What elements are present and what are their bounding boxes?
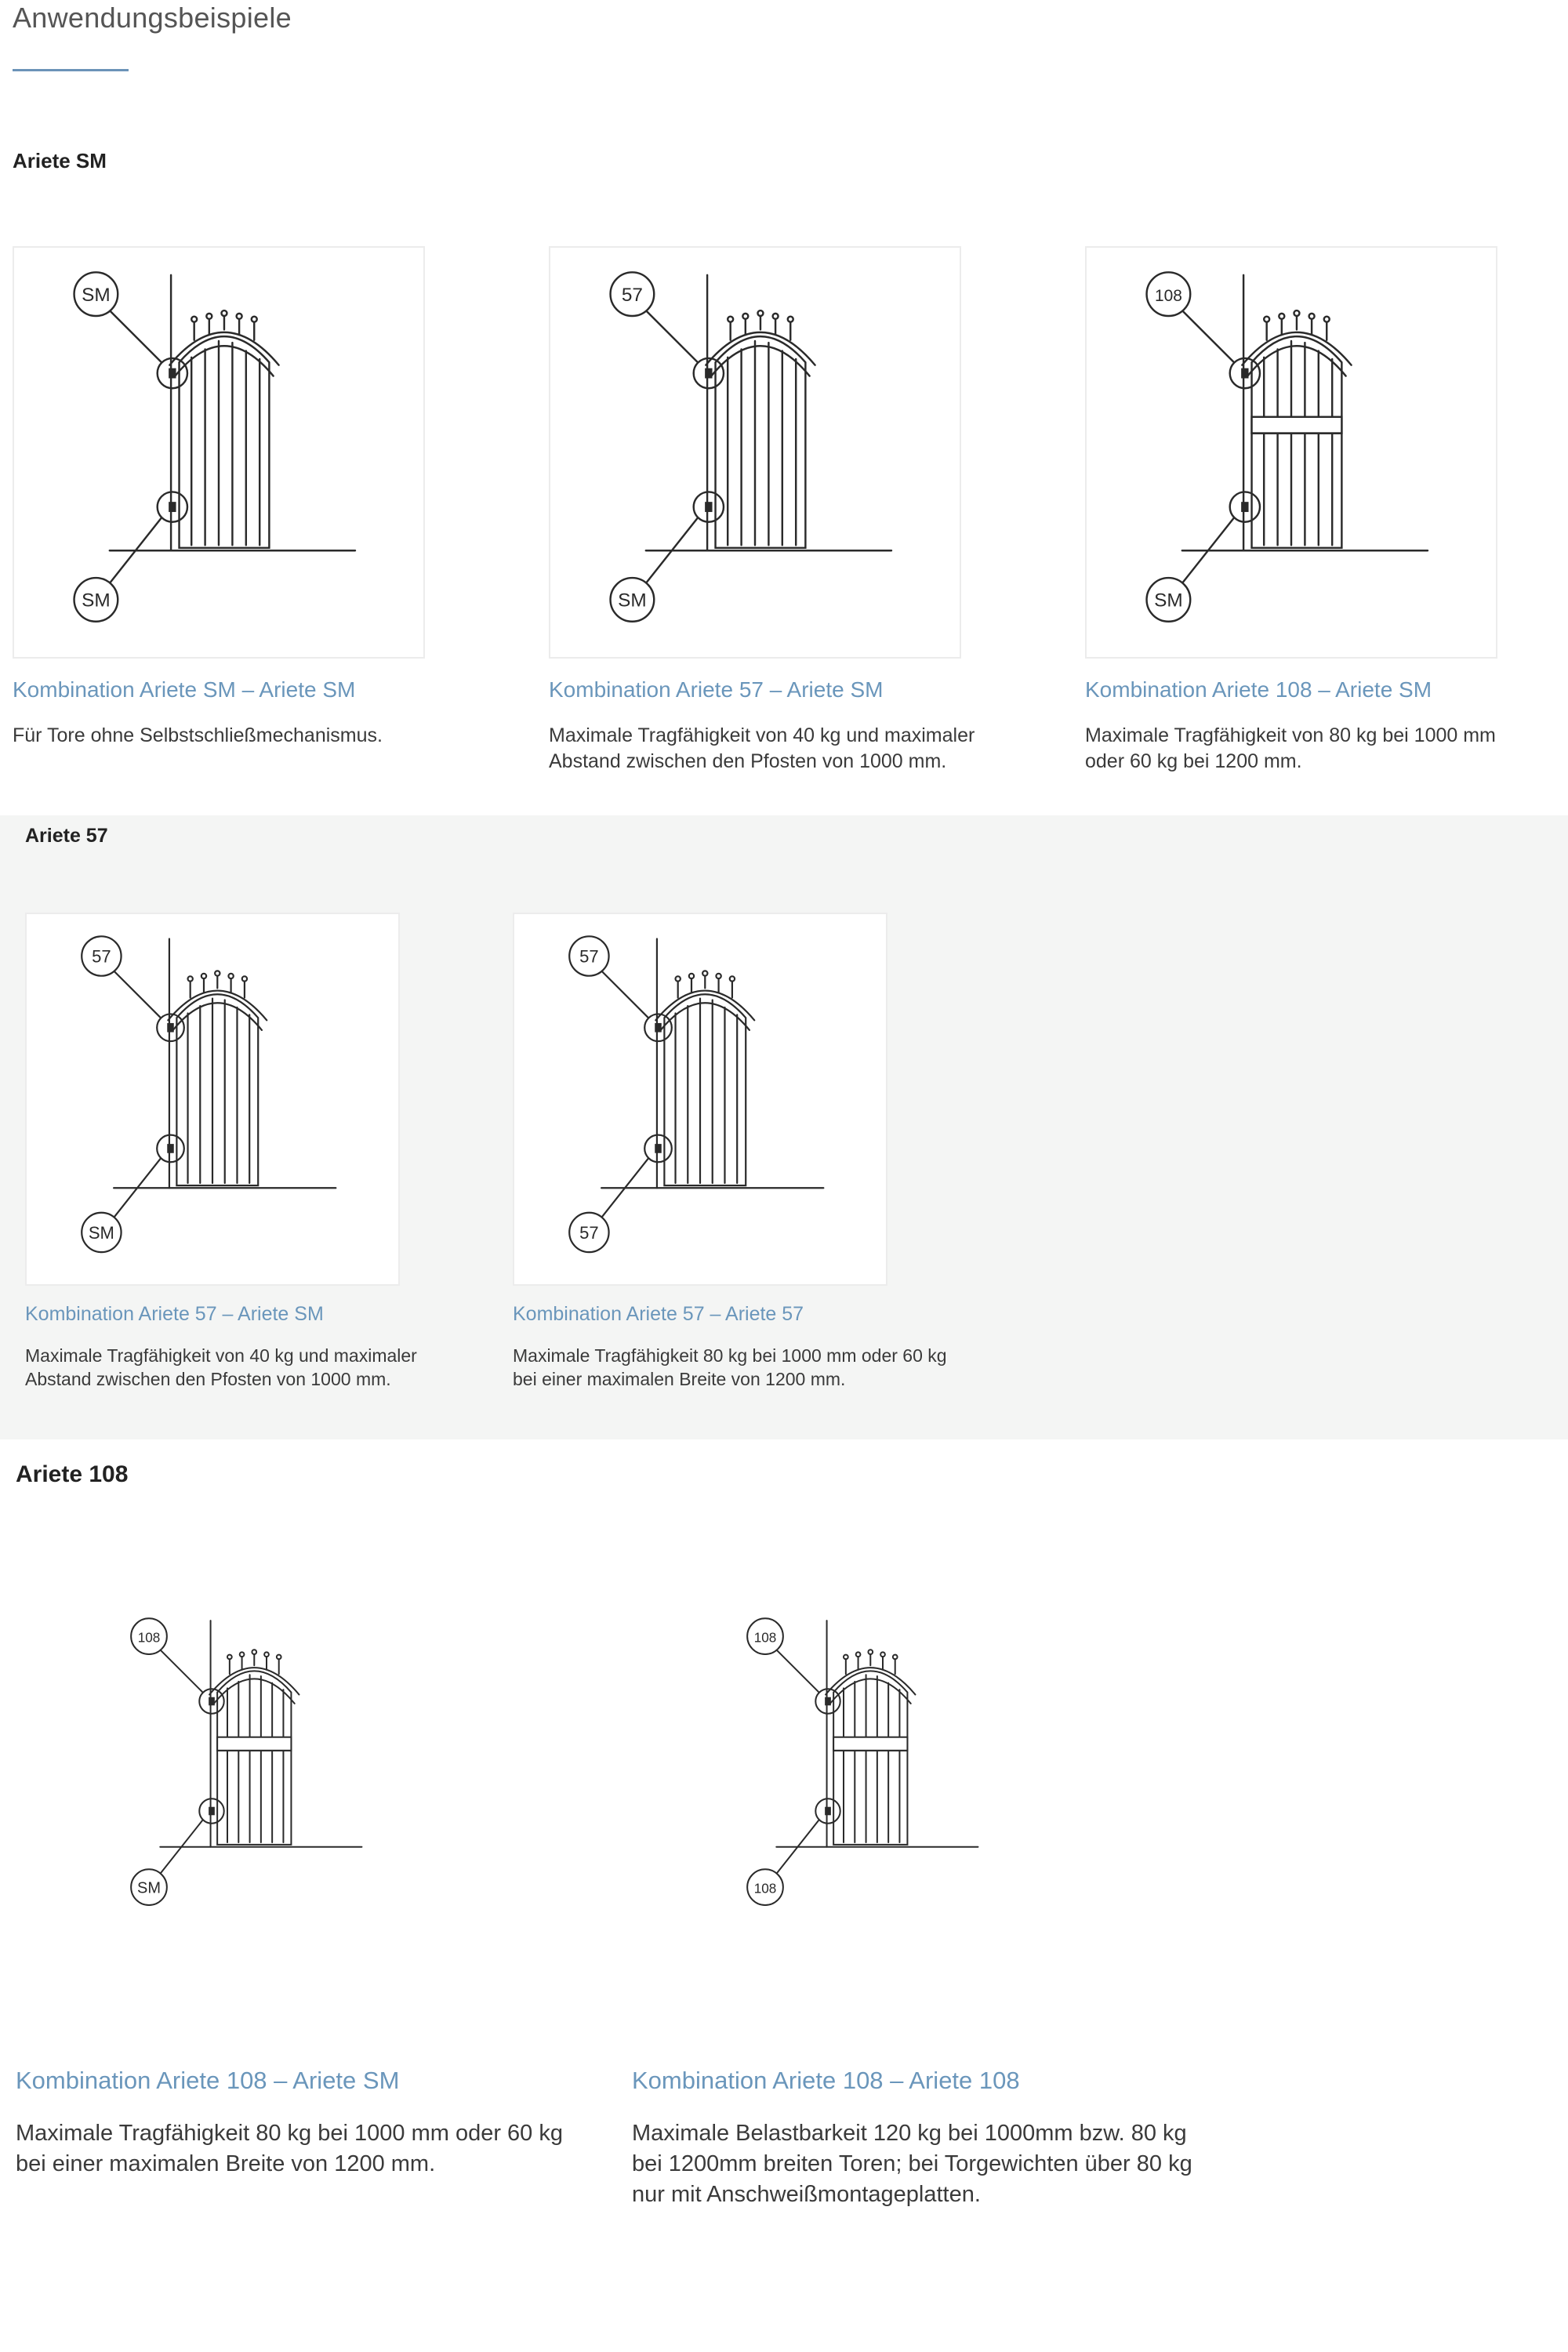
spike-tip <box>191 317 197 322</box>
label-text-top: 108 <box>1154 286 1182 305</box>
spike-tip <box>844 1655 848 1660</box>
gate-drawing <box>14 248 423 657</box>
gate-lines <box>569 936 823 1252</box>
gate-diagram <box>687 1592 1000 2031</box>
spike-tip <box>215 971 220 975</box>
gate-diagram <box>13 246 425 659</box>
leader-top <box>114 971 161 1018</box>
hinge-mark <box>706 503 711 510</box>
gate-diagram <box>1085 246 1497 659</box>
gate-drawing <box>1087 248 1496 657</box>
leader-top <box>110 310 162 362</box>
spike-tip <box>689 974 694 978</box>
label-text-bottom: SM <box>82 590 111 612</box>
section-heading-ariete-57: Ariete 57 <box>25 825 108 847</box>
middle-rail <box>217 1737 291 1751</box>
hinge-mark <box>168 1024 172 1031</box>
spike-tip <box>252 317 257 322</box>
gate-frame <box>664 994 746 1185</box>
gate-drawing <box>687 1592 1000 2031</box>
spike-tip <box>1324 317 1330 322</box>
gate-diagram <box>71 1592 384 2031</box>
spike-tip <box>880 1652 885 1657</box>
gate-lines <box>82 936 336 1252</box>
spike-tip <box>856 1652 861 1657</box>
spike-tip <box>201 974 206 978</box>
gate-lines <box>1147 272 1428 621</box>
gate-drawing <box>27 914 398 1284</box>
middle-rail <box>1252 417 1342 434</box>
spike-tip <box>206 314 212 319</box>
spike-tip <box>1264 317 1269 322</box>
leader-top <box>1182 310 1234 362</box>
label-text-bottom: SM <box>137 1879 161 1897</box>
gate-frame <box>833 1671 907 1844</box>
card-title[interactable]: Kombination Ariete 108 – Ariete 108 <box>632 2067 1020 2094</box>
hinge-mark <box>209 1698 214 1705</box>
card-description: Für Tore ohne Selbstschließmechanismus. <box>13 724 383 746</box>
gate-lines <box>131 1618 361 1905</box>
gate-drawing <box>514 914 886 1284</box>
title-underline <box>13 69 129 71</box>
card-title[interactable]: Kombination Ariete 57 – Ariete 57 <box>513 1303 804 1325</box>
hinge-mark <box>168 1145 172 1152</box>
gate-frame <box>1252 336 1342 548</box>
gate-diagram <box>25 913 400 1286</box>
card-title[interactable]: Kombination Ariete 57 – Ariete SM <box>549 677 884 702</box>
spike-tip <box>228 974 233 978</box>
card-description: Maximale Tragfähigkeit 80 kg bei 1000 mm oder 60 kg bei einer maximalen Breite von 1200 mm. <box>16 2121 563 2176</box>
section-heading-ariete-sm: Ariete SM <box>13 149 107 172</box>
card-description: Maximale Tragfähigkeit von 40 kg und maximaler Abstand zwischen den Pfosten von 1000 mm. <box>549 724 975 772</box>
hinge-mark <box>1242 503 1247 510</box>
leader-top <box>776 1650 818 1692</box>
label-text-top: 108 <box>137 1629 161 1646</box>
spike-tip <box>188 976 193 981</box>
section-heading-ariete-108: Ariete 108 <box>16 1461 129 1487</box>
spike-tip <box>702 971 707 975</box>
page-title: Anwendungsbeispiele <box>13 2 292 34</box>
leader-top <box>160 1650 202 1692</box>
gate-diagram <box>549 246 961 659</box>
label-text-top: 108 <box>753 1629 777 1646</box>
label-text-bottom: SM <box>1154 590 1183 612</box>
gate-frame <box>217 1671 291 1844</box>
spike-tip <box>893 1655 898 1660</box>
gate-frame <box>176 994 258 1185</box>
label-text-bottom: 108 <box>753 1880 777 1896</box>
gate-drawing <box>550 248 960 657</box>
card-description: Maximale Belastbarkeit 120 kg bei 1000mm bzw. 80 kg bei 1200mm breiten Toren; bei Torgewichten über 80 kg nur mit Anschweißmontageplatten. <box>632 2121 1192 2207</box>
label-text-bottom: SM <box>618 590 647 612</box>
gate-drawing <box>71 1592 384 2031</box>
hinge-mark <box>826 1698 830 1705</box>
spike-tip <box>868 1650 873 1654</box>
gate-lines <box>74 272 355 621</box>
spike-tip <box>742 314 748 319</box>
hinge-mark <box>655 1145 660 1152</box>
hinge-mark <box>169 503 175 510</box>
spike-tip <box>757 310 763 316</box>
label-text-top: 57 <box>621 284 643 306</box>
card-title[interactable]: Kombination Ariete 57 – Ariete SM <box>25 1303 324 1325</box>
card-title[interactable]: Kombination Ariete SM – Ariete SM <box>13 677 356 702</box>
card-title[interactable]: Kombination Ariete 108 – Ariete SM <box>16 2067 400 2094</box>
spike-tip <box>227 1655 232 1660</box>
spike-tip <box>242 976 247 981</box>
spike-tip <box>728 317 733 322</box>
spike-tip <box>676 976 681 981</box>
middle-rail <box>833 1737 907 1751</box>
spike-tip <box>730 976 735 981</box>
spike-tip <box>788 317 793 322</box>
label-text-top: 57 <box>92 946 111 967</box>
leader-top <box>601 971 648 1018</box>
gate-diagram <box>513 913 887 1286</box>
hinge-mark <box>1242 369 1247 377</box>
hinge-mark <box>209 1808 214 1815</box>
label-text-top: SM <box>82 284 111 306</box>
spike-tip <box>1309 314 1315 319</box>
hinge-mark <box>826 1808 830 1815</box>
gate-lines <box>611 272 891 621</box>
spike-tip <box>264 1652 269 1657</box>
hinge-mark <box>655 1024 660 1031</box>
spike-tip <box>277 1655 281 1660</box>
card-description: Maximale Tragfähigkeit von 80 kg bei 1000 mm oder 60 kg bei 1200 mm. <box>1085 724 1496 772</box>
hinge-mark <box>706 369 711 377</box>
label-text-bottom: SM <box>88 1222 114 1243</box>
spike-tip <box>237 314 242 319</box>
spike-tip <box>252 1650 256 1654</box>
gate-frame <box>180 336 270 548</box>
hinge-mark <box>169 369 175 377</box>
gate-lines <box>747 1618 978 1905</box>
spike-tip <box>773 314 779 319</box>
label-text-bottom: 57 <box>579 1222 599 1243</box>
gate-frame <box>716 336 806 548</box>
leader-top <box>646 310 698 362</box>
spike-tip <box>716 974 720 978</box>
spike-tip <box>1294 310 1299 316</box>
spike-tip <box>240 1652 245 1657</box>
card-title[interactable]: Kombination Ariete 108 – Ariete SM <box>1085 677 1432 702</box>
spike-tip <box>1279 314 1284 319</box>
spike-tip <box>221 310 227 316</box>
label-text-top: 57 <box>579 946 599 967</box>
card-description: Maximale Tragfähigkeit von 40 kg und maximaler Abstand zwischen den Pfosten von 1000 mm. <box>25 1345 417 1389</box>
card-description: Maximale Tragfähigkeit 80 kg bei 1000 mm oder 60 kg bei einer maximalen Breite von 1200 mm. <box>513 1345 947 1389</box>
